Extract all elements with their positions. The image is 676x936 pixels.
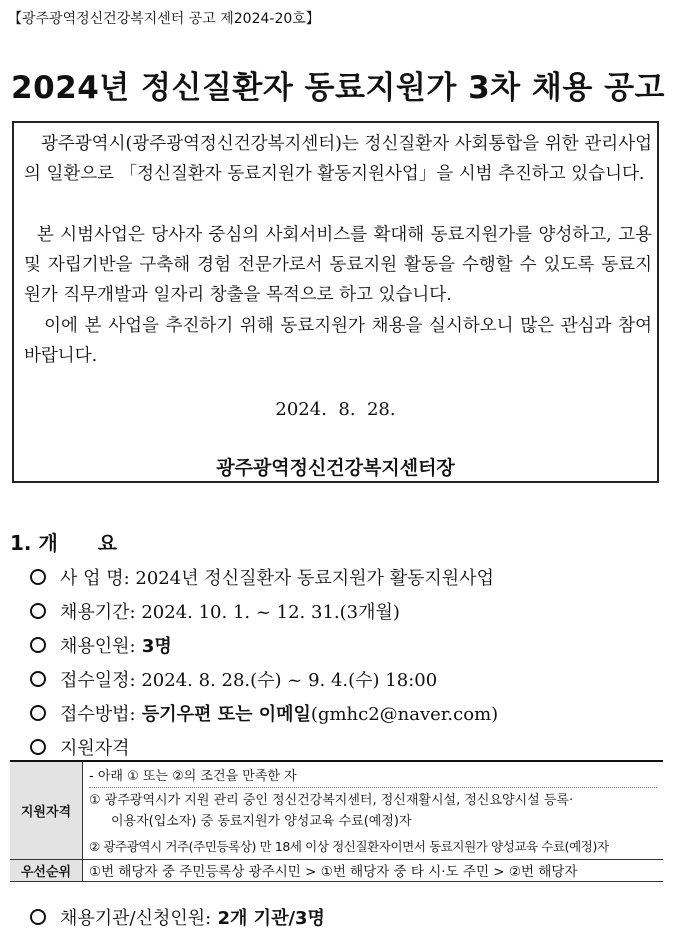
item-hiring-institutions: 채용기관/신청인원: 2개 기관/3명 xyxy=(30,904,325,930)
intro-paragraph-1: 광주광역시(광주광역정신건강복지센터)는 정신질환자 사회통합을 위한 관리사업의 일환으로 「정신질환자 동료지원가 활동지원사업」을 시범 추진하고 있습니다. xyxy=(24,134,652,184)
intro-paragraph-3: 이에 본 사업을 추진하기 위해 동료지원가 채용을 실시하오니 많은 관심과 참여 바랍니다. xyxy=(24,316,652,366)
priority-content: ①번 해당자 중 주민등록상 광주시민 > ①번 해당자 중 타 시·도 주민 > ②번 해당자 xyxy=(83,860,664,882)
priority-label: 우선순위 xyxy=(10,860,83,882)
item-application-method: 접수방법: 등기우편 또는 이메일(gmhc2@naver.com) xyxy=(30,700,498,726)
circle-bullet-icon xyxy=(30,705,46,721)
circle-bullet-icon xyxy=(30,569,46,585)
circle-bullet-icon xyxy=(30,671,46,687)
intro-paragraph-2: 본 시범사업은 당사자 중심의 사회서비스를 확대해 동료지원가를 양성하고, 고용 및 자립기반을 구축해 경험 전문가로서 동료지원 활동을 수행할 수 있도록 동료지원가 직무개발과 일자리 창출을 목적으로 하고 있습니다. xyxy=(24,225,652,305)
section-heading-overview: 1. 개 요 xyxy=(10,531,118,555)
qualification-conditions xyxy=(83,761,664,860)
notice-number: 【광주광역정신건강복지센터 공고 제2024-20호】 xyxy=(8,11,320,27)
condition-2: ② 광주광역시 거주(주민등록상) 만 18세 이상 정신질환자이면서 동료지원가 양성교육 수료(예정)자 xyxy=(89,839,609,854)
circle-bullet-icon xyxy=(30,603,46,619)
item-qualification: 지원자격 xyxy=(30,734,130,760)
item-hiring-period: 채용기간: 2024. 10. 1. ~ 12. 31.(3개월) xyxy=(30,598,400,624)
notice-date: 2024. 8. 28. xyxy=(275,399,396,420)
item-application-schedule: 접수일정: 2024. 8. 28.(수) ~ 9. 4.(수) 18:00 xyxy=(30,666,437,692)
qualification-table xyxy=(10,760,663,882)
circle-bullet-icon xyxy=(30,909,46,925)
item-project-name: 사 업 명: 2024년 정신질환자 동료지원가 활동지원사업 xyxy=(30,564,494,590)
condition-intro: - 아래 ① 또는 ②의 조건을 만족한 자 xyxy=(89,762,657,788)
item-headcount: 채용인원: 3명 xyxy=(30,632,172,658)
condition-1: ① 광주광역시가 지원 관리 중인 정신건강복지센터, 정신재활시설, 정신요양시설 등록· 이용자(입소자) 중 동료지원가 양성교육 수료(예정)자 xyxy=(89,793,574,829)
qualification-label: 지원자격 xyxy=(10,761,83,860)
page-title: 2024년 정신질환자 동료지원가 3차 채용 공고 xyxy=(11,70,665,106)
notice-signer: 광주광역정신건강복지센터장 xyxy=(216,457,455,479)
circle-bullet-icon xyxy=(30,739,46,755)
circle-bullet-icon xyxy=(30,637,46,653)
notice-box xyxy=(12,121,659,483)
